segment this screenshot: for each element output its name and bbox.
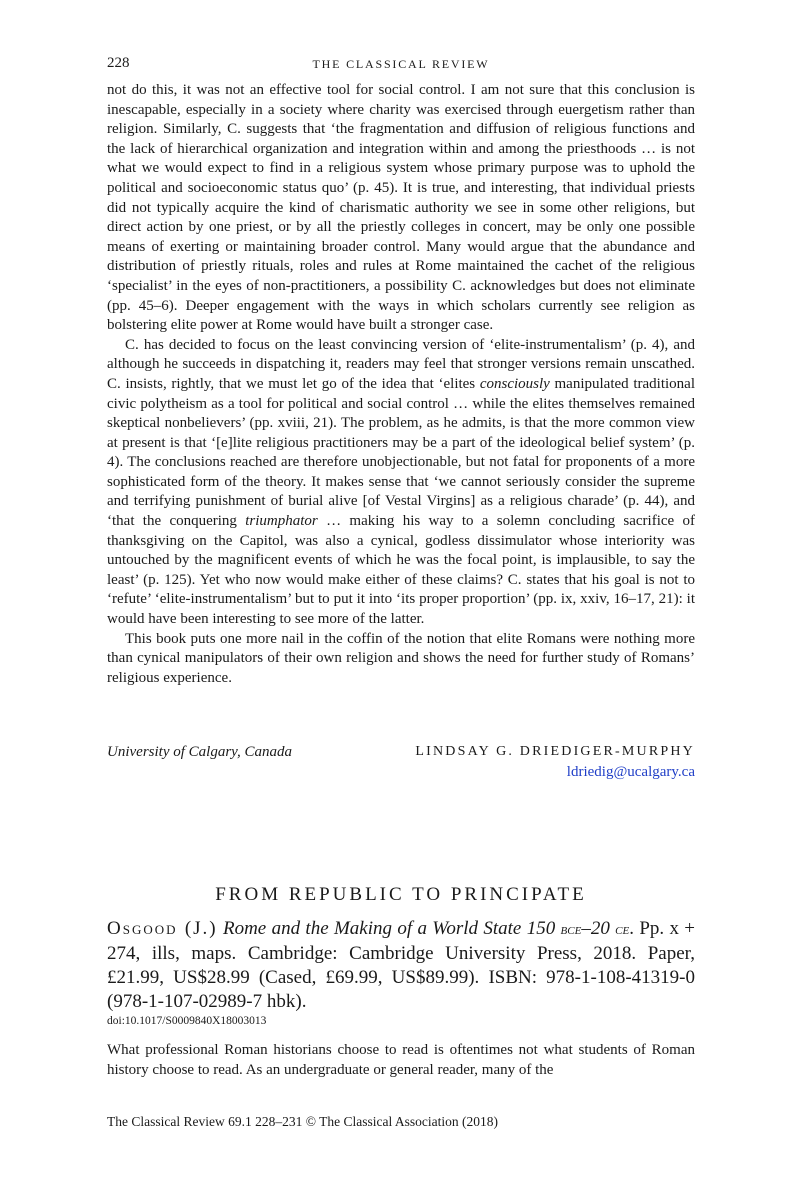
text-run: C. has decided to focus on the least convincing version of ‘elite-instrumentalism’ (p. 4), and although he succeeds in dispatching it, readers may feel that stronger versions remain unscathed. C. insists, rightly, that we must let go of the idea that ‘elites [107, 336, 695, 392]
era-ce: ce [615, 922, 630, 938]
emphasis-triumphator: triumphator [245, 513, 318, 530]
doi: doi:10.1017/S0009840X18003013 [107, 1015, 267, 1027]
reviewer-name: LINDSAY G. DRIEDIGER-MURPHY [415, 744, 695, 759]
era-bce: bce [560, 922, 582, 938]
journal-title: THE CLASSICAL REVIEW [312, 57, 490, 71]
page-number: 228 [107, 55, 130, 71]
page-footer: The Classical Review 69.1 228–231 © The Classical Association (2018) [107, 1114, 498, 1129]
emphasis-consciously: consciously [479, 375, 550, 392]
book-title: Rome and the Making of a World State 150 bce–20 ce [222, 918, 630, 939]
book-author: Osgood (J.) [107, 918, 218, 939]
review-body [107, 81, 695, 688]
reviewer-affiliation: University of Calgary, Canada [107, 744, 292, 760]
book-details: . Pp. x + 274, ills, maps. Cambridge: Cambridge University Press, 2018. Paper, £21.99, US$28.99 (Cased, £69.99, US$89.99). ISBN: 978-1-108-41319-0 (978-1-107-02989-7 hbk). [107, 918, 696, 1012]
paragraph-1 [107, 81, 695, 336]
text-run: This book puts one more nail in the coffin of the notion that elite Romans were nothing more than cynical manipulators of their own religion and shows the need for further study of Romans’ religious experience. [107, 630, 695, 686]
paragraph-3 [107, 630, 695, 689]
review-intro: What professional Roman historians choose to read is oftentimes not what students of Roman history choose to read. As an undergraduate or general reader, many of the [107, 1042, 695, 1078]
text-run: … making his way to a solemn concluding sacrifice of thanksgiving on the Capitol, was also a cynical, godless dissimulator whose interiority was untouched by the magnificent events of which he was the focal point, is implausible, to say the least’ (p. 125). Yet who now would make either of these claims? C. states that his goal is not to ‘refute’ ‘elite-instrumentalism’ but to put it into ‘its proper proportion’ (pp. ix, xxiv, 16–17, 21): it would have been interesting to see more of the latter. [107, 513, 695, 628]
section-title: FROM REPUBLIC TO PRINCIPATE [215, 884, 587, 905]
text-run: manipulated traditional civic polytheism as a tool for political and social control … while the elites themselves remained skeptical nonbelievers’ (pp. xviii, 21). The problem, as he admits, is that the more common view at present is that ‘[e]lite religious practitioners may be a part of the ideological belief system’ (p. 4). The conclusions reached are therefore unobjectionable, but not fatal for proponents of a more sophisticated form of the theory. It makes sense that ‘we cannot seriously consider the supreme and terrifying punishment of burial alive [of Vestal Virgins] as a religious charade’ (p. 44), and ‘that the conquering [107, 375, 695, 530]
paragraph-2 [107, 336, 695, 630]
book-citation [107, 917, 695, 1014]
text-run: not do this, it was not an effective tool for social control. I am not sure that this conclusion is inescapable, especially in a society where charity was exercised through euergetism rather than religion. Similarly, C. suggests that ‘the fragmentation and diffusion of religious functions and the lack of hierarchical organization and integration within and among the priesthoods … is not what we would expect to find in a religious system whose primary purpose was to uphold the political and socioeconomic status quo’ (p. 45). It is true, and interesting, that individual priests did not typically acquire the kind of charismatic authority we see in some other religions, but direct action by one priest, or by all the priestly colleges in concert, may be only one possible means of exerting or maintaining broader control. Many would argue that the abundance and distribution of priestly rituals, roles and rules at Rome maintained the cachet of the religious ‘specialist’ in the eyes of non-practitioners, a possibility C. acknowledges but does not eliminate (pp. 45–6). Deeper engagement with the ways in which scholars currently see religion as bolstering elite power at Rome would have built a stronger case. [107, 82, 695, 334]
reviewer-email-link[interactable]: ldriedig@ucalgary.ca [566, 764, 695, 780]
running-header [107, 55, 695, 73]
